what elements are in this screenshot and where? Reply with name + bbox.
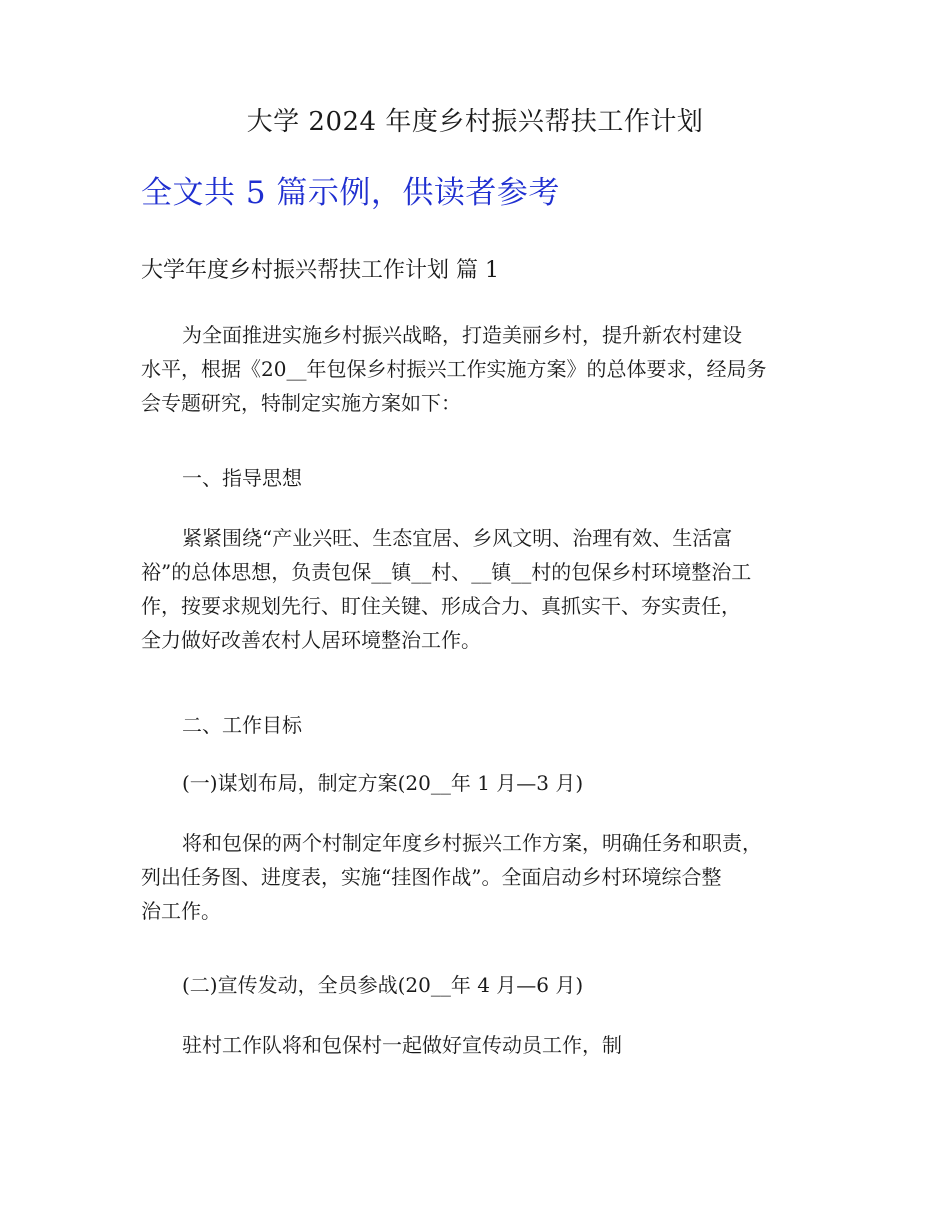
heading-guiding-ideology: 一、指导思想 (182, 466, 302, 490)
paragraph-line: 会专题研究，特制定实施方案如下： (141, 391, 461, 415)
paragraph-goal-2 (141, 1028, 831, 1062)
paragraph-line: 为全面推进实施乡村振兴战略，打造美丽乡村，提升新农村建设 (182, 323, 742, 347)
heading-work-goals: 二、工作目标 (182, 713, 302, 737)
section-title: 大学年度乡村振兴帮扶工作计划 篇 1 (141, 258, 499, 283)
paragraph-line: 作，按要求规划先行、盯住关键、形成合力、真抓实干、夯实责任， (141, 594, 741, 618)
paragraph-line: 将和包保的两个村制定年度乡村振兴工作方案，明确任务和职责， (182, 831, 762, 855)
paragraph-line: 裕”的总体思想，负责包保__镇__村、__镇__村的包保乡村环境整治工 (141, 560, 752, 584)
paragraph-line: 列出任务图、进度表，实施“挂图作战”。全面启动乡村环境综合整 (141, 865, 722, 889)
paragraph-line: 全力做好改善农村人居环境整治工作。 (141, 628, 481, 652)
document-title: 大学 2024 年度乡村振兴帮扶工作计划 (246, 107, 704, 137)
paragraph-line: 治工作。 (141, 899, 221, 923)
document-subtitle: 全文共 5 篇示例，供读者参考 (141, 175, 560, 211)
paragraph-guiding-ideology (141, 521, 831, 657)
heading-goal-1: (一)谋划布局，制定方案(20__年 1 月—3 月) (182, 771, 584, 795)
paragraph-line: 紧紧围绕“产业兴旺、生态宜居、乡风文明、治理有效、生活富 (182, 526, 733, 550)
paragraph-intro (141, 318, 831, 420)
paragraph-line: 驻村工作队将和包保村一起做好宣传动员工作，制 (182, 1033, 622, 1057)
paragraph-line: 水平，根据《20__年包保乡村振兴工作实施方案》的总体要求，经局务 (141, 357, 767, 381)
heading-goal-2: (二)宣传发动，全员参战(20__年 4 月—6 月) (182, 973, 584, 997)
paragraph-goal-1 (141, 826, 831, 928)
